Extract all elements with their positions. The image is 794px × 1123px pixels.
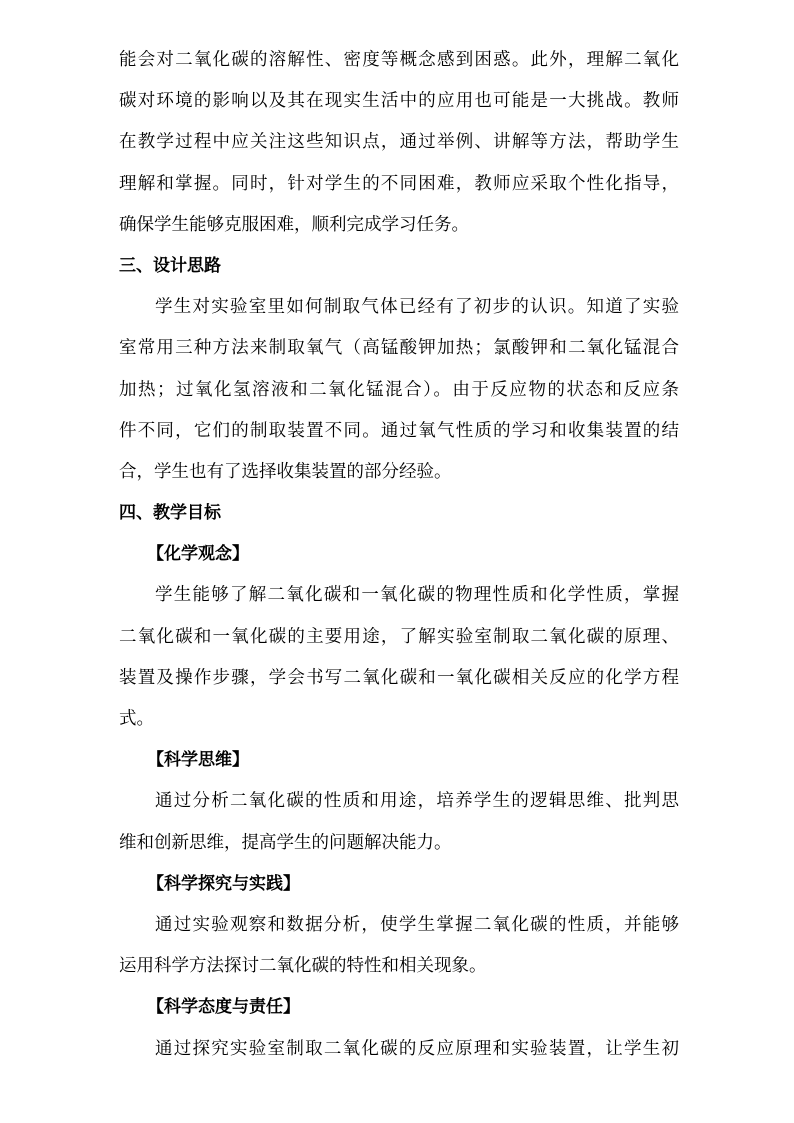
section-heading-objectives: 四、教学目标 xyxy=(119,503,221,524)
paragraph-line: 学生能够了解二氧化碳和一氧化碳的物理性质和化学性质，掌握 xyxy=(155,585,679,606)
paragraph-line: 碳对环境的影响以及其在现实生活中的应用也可能是一大挑战。教师 xyxy=(119,91,679,112)
paragraph-line: 装置及操作步骤，学会书写二氧化碳和一氧化碳相关反应的化学方程 xyxy=(119,667,679,688)
paragraph-line: 通过实验观察和数据分析，使学生掌握二氧化碳的性质，并能够 xyxy=(155,914,679,935)
paragraph-line: 运用科学方法探讨二氧化碳的特性和相关现象。 xyxy=(119,956,487,977)
subheading-chem-concept: 【化学观念】 xyxy=(147,544,249,565)
paragraph-line: 件不同，它们的制取装置不同。通过氧气性质的学习和收集装置的结 xyxy=(119,420,679,441)
sci-attitude-paragraph xyxy=(119,1029,679,1070)
subheading-sci-attitude: 【科学态度与责任】 xyxy=(147,997,300,1018)
subheading-sci-thinking: 【科学思维】 xyxy=(147,750,249,771)
paragraph-line: 加热；过氧化氢溶液和二氧化锰混合）。由于反应物的状态和反应条 xyxy=(119,379,679,400)
paragraph-line: 理解和掌握。同时，针对学生的不同困难，教师应采取个性化指导， xyxy=(119,173,679,194)
sci-thinking-paragraph xyxy=(119,781,679,863)
sci-inquiry-paragraph xyxy=(119,905,679,987)
paragraph-line: 学生对实验室里如何制取气体已经有了初步的认识。知道了实验 xyxy=(155,297,679,318)
subheading-sci-inquiry: 【科学探究与实践】 xyxy=(147,873,300,894)
paragraph-line: 维和创新思维，提高学生的问题解决能力。 xyxy=(119,832,452,853)
paragraph-line: 室常用三种方法来制取氧气（高锰酸钾加热；氯酸钾和二氧化锰混合 xyxy=(119,338,679,359)
paragraph-line: 在教学过程中应关注这些知识点，通过举例、讲解等方法，帮助学生 xyxy=(119,132,679,153)
chem-concept-paragraph xyxy=(119,575,679,740)
paragraph-line: 合，学生也有了选择收集装置的部分经验。 xyxy=(119,461,452,482)
paragraph-line: 二氧化碳和一氧化碳的主要用途，了解实验室制取二氧化碳的原理、 xyxy=(119,626,679,647)
paragraph-line: 式。 xyxy=(119,709,154,729)
paragraph-line: 通过探究实验室制取二氧化碳的反应原理和实验装置，让学生初 xyxy=(155,1038,679,1059)
document-page xyxy=(119,40,679,1070)
paragraph-line: 能会对二氧化碳的溶解性、密度等概念感到困惑。此外，理解二氧化 xyxy=(119,50,679,70)
intro-paragraph xyxy=(119,40,679,246)
paragraph-line: 确保学生能够克服困难，顺利完成学习任务。 xyxy=(119,214,469,235)
paragraph-line: 通过分析二氧化碳的性质和用途，培养学生的逻辑思维、批判思 xyxy=(155,791,679,812)
section-heading-design: 三、设计思路 xyxy=(119,255,221,276)
design-paragraph xyxy=(119,287,679,493)
